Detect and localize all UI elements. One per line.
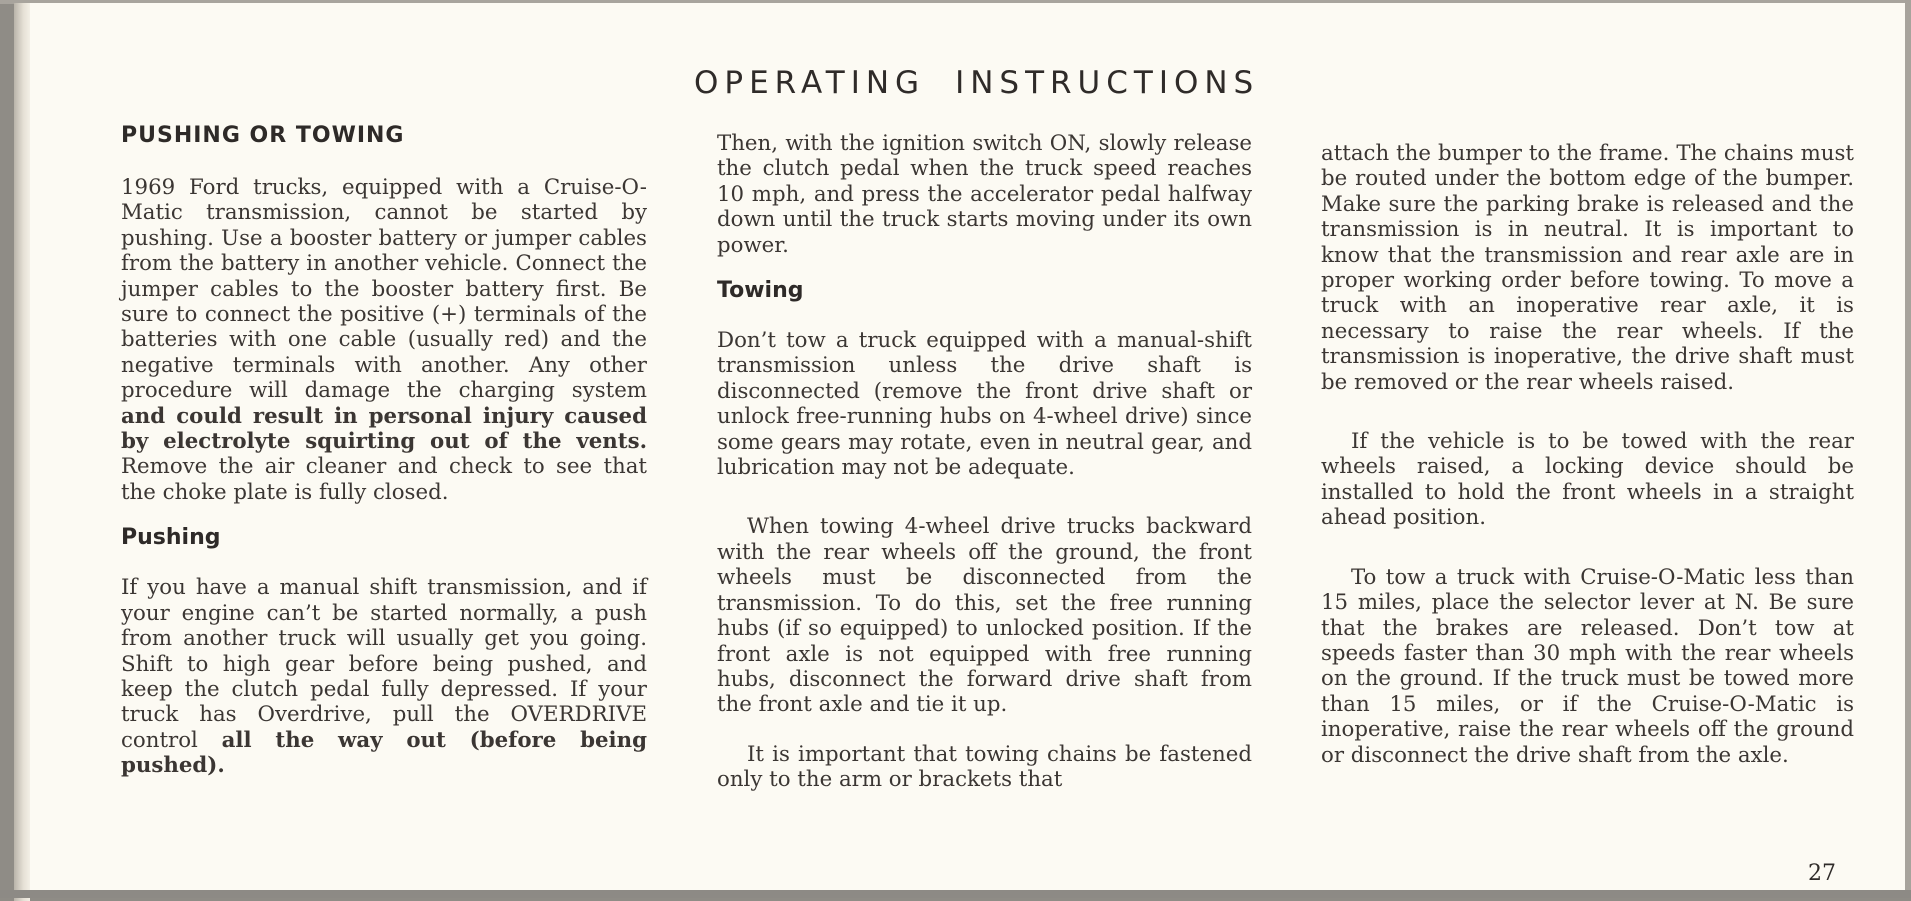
page-number: 27 <box>1808 861 1836 886</box>
subheading-towing: Towing <box>717 278 804 304</box>
title-word-operating: OPERATING <box>694 65 926 101</box>
towing-paragraph-2: When towing 4-wheel drive trucks backward with the rear wheels off the ground, the front wheels must be disconnected from the transmission. To do this, set the free running hubs (if so equipped) to unlocked position. If the front axle is not equipped with free running hubs, disconnect the forward drive shaft from the front axle and tie it up. <box>717 514 1252 718</box>
pushing-continuation-paragraph: Then, with the ignition switch ON, slowly release the clutch pedal when the truck speed reaches 10 mph, and press the accelerator pedal halfway down until the truck starts moving under its own power. <box>717 131 1252 258</box>
page-binding-edge <box>14 3 30 901</box>
towing-paragraph-4: If the vehicle is to be towed with the rear wheels raised, a locking device should be installed to hold the front wheels in a straight ahead position. <box>1321 429 1854 531</box>
towing-paragraph-3-continued: attach the bumper to the frame. The chains must be routed under the bottom edge of the bumper. Make sure the parking brake is released and the transmission is in neutral. It is important to know that the transmission and rear axle are in proper working order before towing. To move a truck with an inoperative rear axle, it is necessary to raise the rear wheels. If the transmission is inoperative, the drive shaft must be removed or the rear wheels raised. <box>1321 141 1854 395</box>
towing-paragraph-3: It is important that towing chains be fastened only to the arm or brackets that <box>717 741 1252 793</box>
pushing-text: If you have a manual shift transmission, and if your engine can’t be started normally, a push from another truck will usually get you going. Shift to high gear before being pushed, and keep the clutch pedal fully depressed. If your truck has Overdrive, pull the OVERDRIVE control <box>121 575 647 753</box>
manual-page <box>14 3 1907 891</box>
scan-right-edge <box>1905 0 1911 898</box>
intro-text-end: Remove the air cleaner and check to see that the choke plate is fully closed. <box>121 454 647 505</box>
towing-paragraph-1: Don’t tow a truck equipped with a manual-shift transmission unless the drive shaft is disconnected (remove the front drive shaft or unlock free-running hubs on 4-wheel drive) since some gears may rotate, even in neutral gear, and lubrication may not be adequate. <box>717 328 1252 481</box>
scan-bottom-edge <box>0 890 1911 898</box>
title-word-instructions: INSTRUCTIONS <box>955 65 1260 101</box>
pushing-paragraph <box>121 575 647 778</box>
pushing-warning-bold: all the way out (before being pushed). <box>121 727 647 779</box>
towing-paragraph-5: To tow a truck with Cruise-O-Matic less than 15 miles, place the selector lever at N. Be sure that the brakes are released. Don’t tow at speeds faster than 30 mph with the rear wheels on the ground. If the truck must be towed more than 15 miles, or if the Cruise-O-Matic is inoperative, raise the rear wheels off the ground or disconnect the drive shaft from the axle. <box>1321 564 1854 768</box>
column-1 <box>121 121 647 779</box>
intro-text: 1969 Ford trucks, equipped with a Cruise-O-Matic transmission, cannot be started by pushing. Use a booster battery or jumper cables from the battery in another vehicle. Connect the jumper cables to the booster battery first. Be sure to connect the positive (+) terminals of the batteries with one cable (usually red) and the negative terminals with another. Any other procedure will damage the charging system <box>121 175 647 404</box>
column-3 <box>1321 141 1854 768</box>
intro-paragraph <box>121 175 647 505</box>
subheading-pushing: Pushing <box>121 525 221 551</box>
column-2 <box>717 131 1252 793</box>
page-title <box>694 65 1314 101</box>
intro-warning-bold: and could result in personal injury caused by electrolyte squirting out of the vents. <box>121 403 647 455</box>
section-heading-pushing-or-towing: PUSHING OR TOWING <box>121 123 405 148</box>
